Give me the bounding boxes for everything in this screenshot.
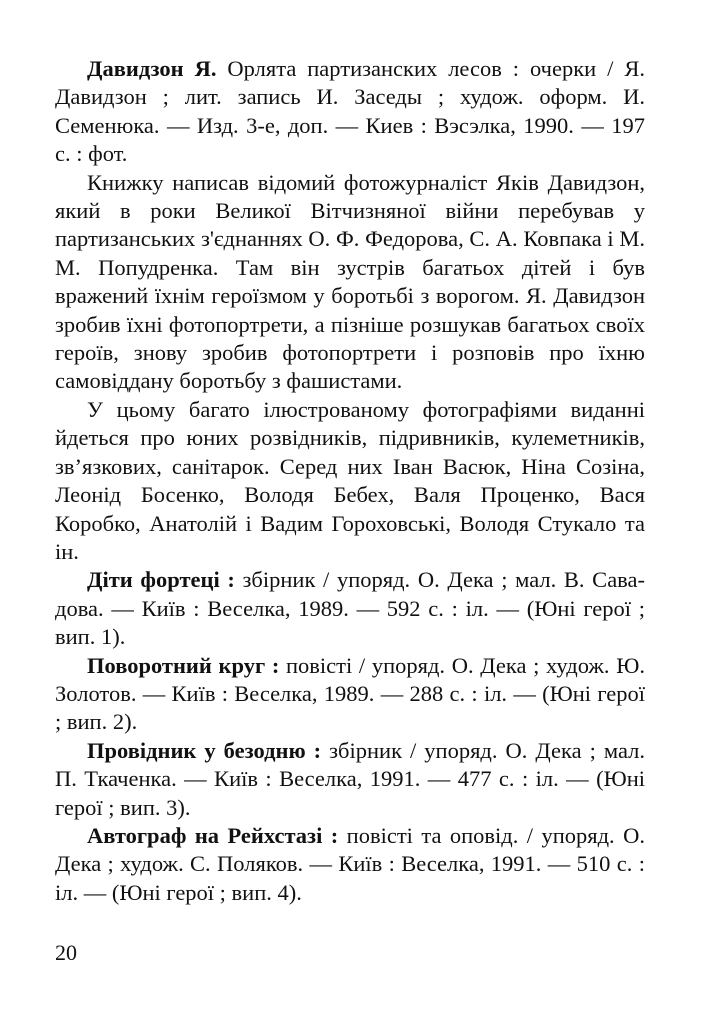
- entry-text: збірник / упоряд. О. Дека ; мал. П. Ткаченка. — Київ : Веселка, 1991. — 477 с. : іл. — (Юні герої ; вип. 3).: [55, 737, 645, 820]
- entry-title: Діти фортеці :: [87, 567, 235, 593]
- annotation-paragraph-1: [55, 169, 645, 396]
- bibliography-entry-povorotnyi-kruh: [55, 652, 645, 737]
- bibliography-entry-avtohraf: [55, 822, 645, 907]
- bibliography-entry-providnyk: [55, 737, 645, 822]
- entry-author: Давидзон Я.: [87, 56, 217, 81]
- annotation-text: Книжку написав відомий фотожурналіст Яків Давидзон, який в роки Великої Вітчизняної війни перебував у партизанських з'єднаннях О. Ф. Федорова, С. А. Ковпака і М. М. Попудренка. Там він зустрів багатьох дітей і був вражений їхнім героїзмом у боротьбі з ворогом. Я. Давидзон зробив їхні фотопортрети, а пізніше розшукав багатьох своїх героїв, знову зробив фотопортрети і розповів про їхню самовіддану боротьбу з фашистами.: [55, 169, 645, 394]
- entry-text: повісті / упоряд. О. Дека ; худож. Ю. Золотов. — Київ : Веселка, 1989. — 288 с. : іл. — (Юні герої ; вип. 2).: [55, 652, 645, 735]
- annotation-paragraph-2: [55, 396, 645, 566]
- bibliography-entry-dity-fortetsi: [55, 566, 645, 651]
- annotation-text: У цьому багато ілюстрованому фотографіями виданні йдеться про юних розвідників, підривників, кулеметників, зв’язкових, санітарок. Серед них Іван Васюк, Ніна Созіна, Леонід Босенко, Володя Бебех, Валя Проценко, Вася Коробко, Анатолій і Вадим Гороховські, Володя Стукало та ін.: [55, 396, 645, 564]
- page-body: [55, 55, 645, 907]
- bibliography-entry-davydzon: [55, 55, 645, 169]
- entry-text: Орлята партизанских лесов : очерки / Я. Давидзон ; лит. запись И. Заседы ; худож. оформ. И. Семенюка. — Изд. 3-е, доп. — Киев : Вэсэлка, 1990. — 197 с. : фот.: [55, 56, 645, 167]
- entry-text: збірник / упоряд. О. Дека ; мал. В. Савадова. — Київ : Веселка, 1989. — 592 с. : іл. — (Юні герої ; вип. 1).: [55, 567, 645, 650]
- entry-title: Поворотний круг :: [87, 652, 280, 678]
- entry-text: повісті та оповід. / упоряд. О. Дека ; худож. С. Поляков. — Київ : Веселка, 1991. — 510 с. : іл. — (Юні герої ; вип. 4).: [55, 822, 645, 905]
- page-number: 20: [55, 940, 77, 965]
- entry-title: Автограф на Рейхстазі :: [87, 822, 339, 848]
- entry-title: Провідник у безодню :: [87, 737, 322, 763]
